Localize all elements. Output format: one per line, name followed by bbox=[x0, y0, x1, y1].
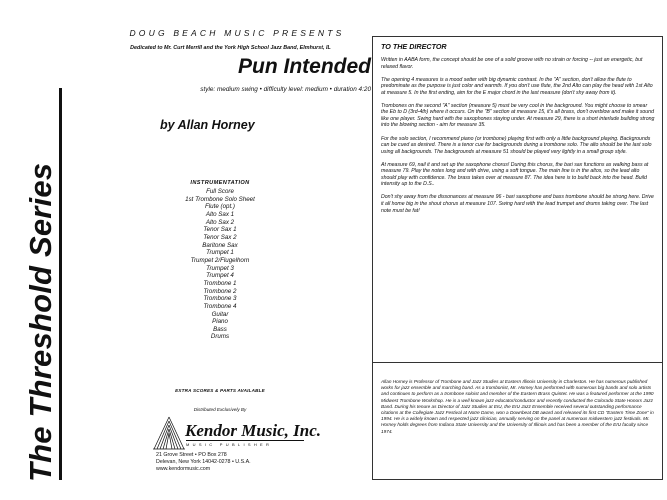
instrument-item: Flute (opt.) bbox=[205, 203, 235, 211]
instrument-item: Guitar bbox=[211, 310, 229, 318]
instrument-item: Trombone 4 bbox=[203, 302, 237, 310]
instrumentation-list bbox=[160, 188, 280, 341]
director-notes-heading: TO THE DIRECTOR bbox=[381, 42, 447, 51]
instrument-item: Trombone 3 bbox=[203, 295, 237, 303]
instrument-item: Full Score bbox=[206, 188, 234, 195]
director-paragraph: Written in AABA form, the concept should be one of a solid groove with no strain or forcing -- just an energetic, but relaxed flavor. bbox=[381, 57, 643, 70]
publisher-name: Kendor Music, Inc. bbox=[185, 421, 322, 440]
director-paragraph: At measure 69, nail it and set up the saxophone chorus! During this chorus, the bari sax functions as walking bass at measure 79. Play the notes long and with drive, using a soft tongue. The main line is in the altos, so the lead alto should play with confidence. The brass takes over at measure 87. The idea here is to build back into the head. Build intensity up to the D.S.. bbox=[381, 161, 649, 188]
instrument-item: 1st Trombone Solo Sheet bbox=[185, 195, 255, 203]
instrument-item: Alto Sax 2 bbox=[205, 218, 235, 226]
instrument-item: Tenor Sax 2 bbox=[203, 233, 237, 241]
kendor-logo-icon bbox=[152, 415, 186, 451]
director-paragraph: For the solo section, I recommend piano (or trombone) playing first with only a little background playing. Backgrounds can be cued as desired. There is a tenor cue for backgrounds during a trombone solo. The alto should be the last solo using all backgrounds. The backgrounds at measure 51 should be played very lightly in a small group style. bbox=[381, 135, 652, 155]
instrument-item: Bass bbox=[213, 325, 227, 333]
extra-parts-note: EXTRA SCORES & PARTS AVAILABLE bbox=[175, 388, 265, 393]
instrument-item: Piano bbox=[212, 318, 228, 326]
publisher-presents-line: DOUG BEACH MUSIC PRESENTS bbox=[129, 28, 345, 38]
composer-bio: Allan Horney is Professor of Trombone and Jazz Studies at Eastern Illinois University in Charleston. He has numerous published works for jazz ensemble and marching band. As a trombonist, Mr. Horney has performed with numerous big bands and solo artists and continues to perform as a trombone soloist and member of the Eastern Brass Quintet. He was a featured performer at the 1990 Midwest Trombone Workshop. He is a well known jazz educator/conductor and recently conducted the Colorado State Honors Jazz Band. During his tenure as Director of Jazz Studies at EIU, the EIU Jazz Ensemble received several outstanding performance citations at the Collegiate Jazz Festival at Notre Dame, won a Downbeat DB award and released its first CD "Eastern Time Zone" in 1994. He is a widely known and respected jazz clinician, annually serving on the panel at numerous midwestern jazz festivals. Mr. Horney holds degrees from Indiana State University and the University of Illinois and has been a member of the EIU faculty since 1974. bbox=[381, 379, 654, 434]
publisher-address bbox=[156, 452, 316, 473]
instrumentation-heading: INSTRUMENTATION bbox=[190, 180, 250, 186]
distributed-by-note: Distributed Exclusively By bbox=[193, 407, 247, 412]
instrument-item: Trombone 2 bbox=[203, 287, 237, 295]
instrument-item: Alto Sax 1 bbox=[205, 210, 235, 218]
bio-divider bbox=[373, 362, 662, 363]
publisher-rule bbox=[186, 440, 304, 441]
instrument-item: Drums bbox=[210, 333, 230, 341]
instrument-item: Trombone 1 bbox=[203, 279, 237, 287]
series-title: The Threshold Series bbox=[23, 162, 58, 482]
address-line: Delevan, New York 14042-0278 • U.S.A. bbox=[156, 459, 251, 465]
address-line: www.kendormusic.com bbox=[156, 466, 211, 472]
dedication-line: Dedicated to Mr. Curt Merrill and the York High School Jazz Band, Elmhurst, IL bbox=[130, 45, 331, 51]
instrument-item: Trumpet 4 bbox=[206, 272, 234, 280]
director-paragraph: Trombones on the second "A" section (measure 5) must be very cool in the background. You might choose to smear the Eb to D (3rd-4th) where it occurs. On the "B" section at measure 15, it's all brass, don't overblow and make it sound like one player. Swing hard with the saxophones staying under. At measure 29, there is a short interlude building strong into the blowing section - aim for measure 35. bbox=[381, 102, 655, 129]
instrument-item: Baritone Sax bbox=[202, 241, 238, 249]
director-paragraph: The opening 4 measures is a mood setter with big dynamic contrast. In the "A" section, don't allow the flute to predominate as the purpose is just color and warmth. If you don't use flute, the 2nd Alto can play the head with 1st Alto at measure 5. In the first ending, aim for the E major chord in the last measure (don't shy away from it). bbox=[381, 76, 653, 96]
instrument-item: Trumpet 1 bbox=[206, 249, 234, 257]
work-title: Pun Intended bbox=[238, 55, 371, 78]
style-difficulty-duration: style: medium swing • difficulty level: medium • duration 4:20 bbox=[200, 86, 371, 93]
composer-credit: by Allan Horney bbox=[160, 118, 255, 132]
instrument-item: Trumpet 2/Flugelhorn bbox=[190, 256, 250, 264]
address-line: 21 Grove Street • PO Box 278 bbox=[156, 452, 227, 458]
director-notes-text bbox=[381, 57, 655, 221]
instrument-item: Tenor Sax 1 bbox=[203, 226, 237, 234]
director-paragraph: Don't shy away from the dissonances at measure 96 - bari saxophone and bass trombone should be strong here. Drive it all home big in the shout chorus at measure 107. Swing hard with the lead trumpet and drums taking over. The last note must be fat! bbox=[381, 194, 654, 214]
instrument-item: Trumpet 3 bbox=[206, 264, 234, 272]
publisher-subtitle: MUSIC PUBLISHER bbox=[186, 442, 273, 447]
